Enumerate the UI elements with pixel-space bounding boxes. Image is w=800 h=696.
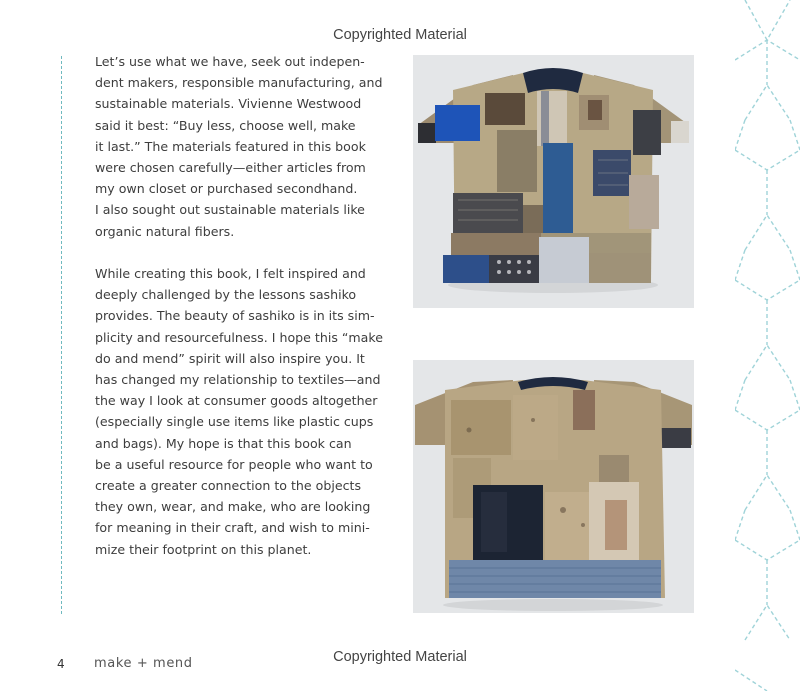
- body-text: [95, 51, 385, 560]
- sashiko-stitch-pattern: [735, 0, 800, 691]
- page-number: 4: [57, 657, 65, 671]
- text-line: the way I look at consumer goods altogether: [95, 393, 378, 409]
- text-line: deeply challenged by the lessons sashiko: [95, 287, 357, 303]
- running-footer-title: make + mend: [94, 656, 193, 671]
- text-line: mize their footprint on this planet.: [95, 541, 312, 557]
- text-line: they own, wear, and make, who are looking: [95, 499, 371, 515]
- text-line: provides. The beauty of sashiko is in its sim-: [95, 308, 375, 324]
- copyright-watermark-bottom: Copyrighted Material: [333, 649, 467, 665]
- patchwork-jacket-front-photo: [413, 55, 694, 308]
- text-line: Let’s use what we have, seek out indepen-: [95, 54, 365, 69]
- text-line: it last.” The materials featured in this book: [95, 138, 366, 154]
- text-line: be a useful resource for people who want to: [95, 456, 373, 472]
- copyright-watermark-top: Copyrighted Material: [333, 27, 467, 43]
- text-line: were chosen carefully—either articles from: [95, 160, 366, 176]
- text-line: do and mend” spirit will also inspire you. It: [95, 350, 365, 366]
- patchwork-jacket-back-photo: [413, 360, 694, 613]
- text-line: has changed my relationship to textiles—and: [95, 372, 381, 388]
- paragraph: [95, 263, 385, 560]
- paragraph: [95, 51, 385, 242]
- dashed-margin-rule: [61, 56, 62, 614]
- text-line: sustainable materials. Vivienne Westwood: [95, 96, 362, 112]
- text-line: dent makers, responsible manufacturing, and: [95, 75, 383, 91]
- text-line: for meaning in their craft, and wish to mini-: [95, 520, 370, 536]
- text-line: and bags). My hope is that this book can: [95, 435, 352, 451]
- text-line: I also sought out sustainable materials like: [95, 202, 365, 218]
- jacket-back-illustration: [413, 360, 694, 613]
- text-line: plicity and resourcefulness. I hope this “make: [95, 329, 383, 345]
- text-line: While creating this book, I felt inspired and: [95, 266, 366, 282]
- text-line: (especially single use items like plastic cups: [95, 414, 374, 430]
- jacket-front-illustration: [413, 55, 694, 308]
- sashiko-pattern-border: [735, 0, 800, 691]
- text-line: create a greater connection to the objects: [95, 478, 362, 494]
- text-line: organic natural fibers.: [95, 223, 235, 239]
- text-line: said it best: “Buy less, choose well, make: [95, 117, 356, 133]
- text-line: my own closet or purchased secondhand.: [95, 181, 358, 197]
